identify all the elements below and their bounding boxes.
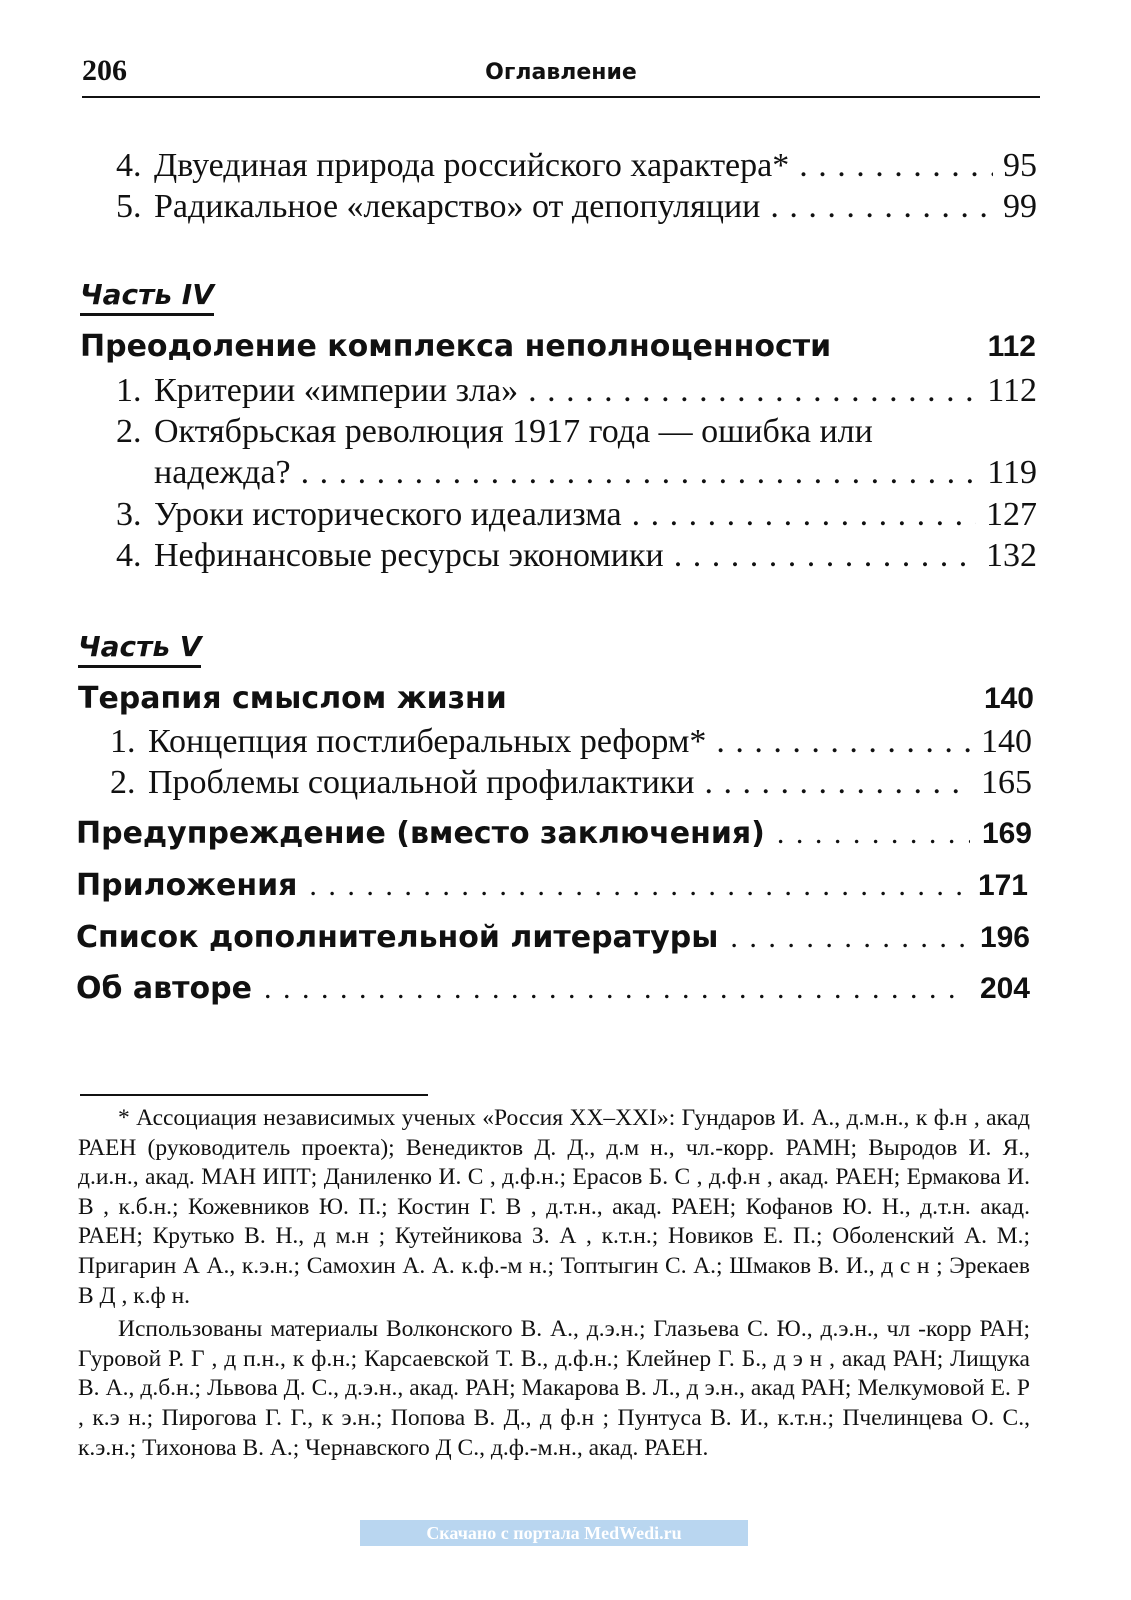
entry-title: Проблемы социальной профилактики xyxy=(148,764,695,801)
dot-leader xyxy=(264,969,968,1009)
section-page: 171 xyxy=(977,869,1028,902)
section-page: 196 xyxy=(979,921,1030,954)
dot-leader xyxy=(309,866,966,906)
toc-section xyxy=(76,918,1030,958)
part-heading xyxy=(78,679,1034,719)
entry-page: 95 xyxy=(1003,147,1037,184)
dot-leader xyxy=(632,495,976,535)
dot-leader xyxy=(704,763,971,803)
running-title: Оглавление xyxy=(485,60,637,85)
dot-leader xyxy=(799,146,993,186)
footnote-paragraph: * Ассоциация независимых ученых «Россия XX–XXI»: Гундаров И. А., д.м.н., к ф.н , акад РАЕН (руководитель проекта); Венедиктов Д. Д., д.м н., чл.-корр. РАМН; Выродов И. Я., д.и.н., акад. МАН ИПТ; Даниленко И. С , д.ф.н.; Ерасов Б. С , д.ф.н , акад. РАЕН; Ермакова И. В , к.б.н.; Кожевников Ю. П.; Костин Г. В , д.т.н., акад. РАЕН; Кофанов Ю. Н., д.т.н. акад. РАЕН; Крутько В. Н., д м.н ; Кутейникова З. А , к.т.н.; Новиков Е. П.; Оболенский А. М.; Пригарин А А., к.э.н.; Самохин А. А. к.ф.-м н.; Топтыгин С. А.; Шмаков В. И., д с н ; Эрекаев В Д , к.ф н. xyxy=(78,1105,1030,1309)
part-heading-title: Терапия смыслом жизни xyxy=(78,681,507,716)
entry-title: Концепция постлиберальных реформ* xyxy=(148,723,707,760)
toc-section xyxy=(76,814,1032,854)
entry-page: 99 xyxy=(1003,188,1037,225)
section-page: 169 xyxy=(981,817,1032,850)
dot-leader xyxy=(528,371,977,411)
toc-section xyxy=(76,866,1028,906)
entry-number: 2. xyxy=(116,413,142,450)
dot-leader xyxy=(674,536,976,576)
entry-number: 1. xyxy=(110,723,136,760)
watermark-banner: Скачано с портала MedWedi.ru xyxy=(360,1520,748,1546)
footnote-paragraph: Использованы материалы Волконского В. А., д.э.н.; Глазьева С. Ю., д.э.н., чл -корр РАН; Гуровой Р. Г , д п.н., к ф.н.; Карсаевской Т. В., д.ф.н.; Клейнер Г. Б., д э н , акад РАН; Лищука В. А., д.б.н.; Львова Д. С., д.э.н., акад. РАН; Макарова В. Л., д э.н., акад РАН; Мелкумовой Е. Р , к.э н.; Пирогова Г. Г., к э.н.; Попова В. Д., д ф.н ; Пунтуса В. И., к.т.н.; Пчелинцева О. С., к.э.н.; Тихонова В. А.; Чернавского Д С., д.ф.-м.н., акад. РАЕН. xyxy=(78,1316,1030,1461)
entry-title: Уроки исторического идеализма xyxy=(154,496,622,533)
section-title: Предупреждение (вместо заключения) xyxy=(76,816,765,851)
part-heading-page: 140 xyxy=(983,682,1034,715)
entry-page: 112 xyxy=(987,372,1037,409)
entry-page: 127 xyxy=(986,496,1037,533)
entry-number: 1. xyxy=(116,372,142,409)
footnote xyxy=(78,1104,1030,1463)
toc-entry xyxy=(116,187,1037,227)
entry-number: 4. xyxy=(116,537,142,574)
footnote-rule xyxy=(80,1094,428,1096)
toc-entry xyxy=(110,763,1032,803)
toc-entry xyxy=(116,146,1037,186)
entry-title: Нефинансовые ресурсы экономики xyxy=(154,537,664,574)
entry-number: 4. xyxy=(116,147,142,184)
entry-page: 140 xyxy=(981,723,1032,760)
dot-leader xyxy=(301,453,978,493)
part-heading xyxy=(80,327,1036,367)
entry-title: Двуединая природа российского характера* xyxy=(154,147,790,184)
toc-entry xyxy=(116,412,1037,452)
toc-entry xyxy=(116,536,1037,576)
part-label: Часть V xyxy=(78,630,201,668)
toc-entry xyxy=(116,371,1037,411)
toc-entry-continuation xyxy=(154,453,1037,493)
part-heading-page: 112 xyxy=(987,330,1036,363)
entry-title: Октябрьская революция 1917 года — ошибка или xyxy=(154,413,873,450)
toc-entry xyxy=(110,722,1032,762)
section-page: 204 xyxy=(979,972,1030,1005)
toc-entry xyxy=(116,495,1037,535)
entry-number: 5. xyxy=(116,188,142,225)
entry-title: Радикальное «лекарство» от депопуляции xyxy=(154,188,761,225)
entry-title-continuation: надежда? xyxy=(154,454,291,491)
part-label: Часть IV xyxy=(80,278,214,316)
part-heading-title: Преодоление комплекса неполноценности xyxy=(80,329,832,364)
entry-title: Критерии «империи зла» xyxy=(154,372,519,409)
entry-page: 132 xyxy=(986,537,1037,574)
dot-leader xyxy=(716,722,971,762)
dot-leader xyxy=(730,918,968,958)
entry-number: 3. xyxy=(116,496,142,533)
entry-page: 165 xyxy=(981,764,1032,801)
section-title: Приложения xyxy=(76,868,298,903)
section-title: Список дополнительной литературы xyxy=(76,920,719,955)
dot-leader xyxy=(770,187,993,227)
page-number: 206 xyxy=(82,54,127,87)
running-header xyxy=(82,50,1040,98)
section-title: Об авторе xyxy=(76,971,252,1006)
entry-number: 2. xyxy=(110,764,136,801)
toc-section xyxy=(76,969,1030,1009)
entry-page: 119 xyxy=(987,454,1037,491)
dot-leader xyxy=(777,814,970,854)
